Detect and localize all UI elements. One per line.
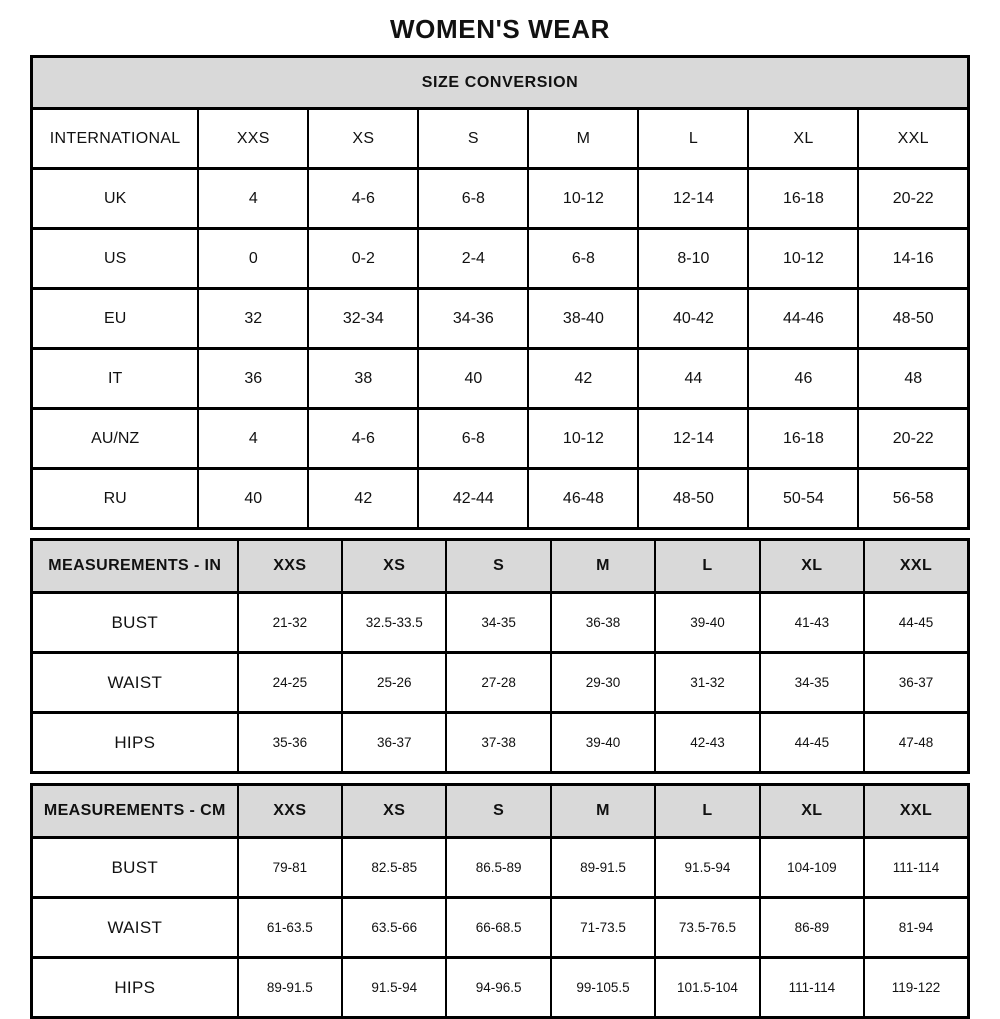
table-title: MEASUREMENTS - CM xyxy=(32,785,238,838)
cell: 14-16 xyxy=(858,229,968,289)
cell: 37-38 xyxy=(446,713,550,773)
column-header: XS xyxy=(308,109,418,169)
column-header: S xyxy=(446,540,550,593)
cell: 34-35 xyxy=(760,653,864,713)
column-header: L xyxy=(638,109,748,169)
cell: 71-73.5 xyxy=(551,898,655,958)
cell: 35-36 xyxy=(238,713,342,773)
cell: 81-94 xyxy=(864,898,968,958)
column-header: XXS xyxy=(238,785,342,838)
cell: 24-25 xyxy=(238,653,342,713)
header-row xyxy=(32,540,969,593)
cell: 44-45 xyxy=(864,593,968,653)
cell: 38-40 xyxy=(528,289,638,349)
row-label: RU xyxy=(32,469,199,529)
row-label: BUST xyxy=(32,593,238,653)
table-row xyxy=(32,958,969,1018)
row-label: INTERNATIONAL xyxy=(32,109,199,169)
cell: 46-48 xyxy=(528,469,638,529)
column-header: L xyxy=(655,785,759,838)
table-row xyxy=(32,838,969,898)
table-row xyxy=(32,898,969,958)
cell: 44-46 xyxy=(748,289,858,349)
cell: 73.5-76.5 xyxy=(655,898,759,958)
cell: 94-96.5 xyxy=(446,958,550,1018)
column-header: XXS xyxy=(198,109,308,169)
row-label: UK xyxy=(32,169,199,229)
table-row xyxy=(32,593,969,653)
column-header: XL xyxy=(748,109,858,169)
cell: 16-18 xyxy=(748,169,858,229)
cell: 42-44 xyxy=(418,469,528,529)
row-label: BUST xyxy=(32,838,238,898)
cell: 48-50 xyxy=(638,469,748,529)
cell: 44 xyxy=(638,349,748,409)
cell: 40-42 xyxy=(638,289,748,349)
cell: 101.5-104 xyxy=(655,958,759,1018)
cell: 82.5-85 xyxy=(342,838,446,898)
cell: 36-37 xyxy=(864,653,968,713)
table-row xyxy=(32,713,969,773)
cell: 10-12 xyxy=(748,229,858,289)
cell: 0 xyxy=(198,229,308,289)
cell: 50-54 xyxy=(748,469,858,529)
row-label: IT xyxy=(32,349,199,409)
cell: 38 xyxy=(308,349,418,409)
table-row xyxy=(32,653,969,713)
header-row xyxy=(32,109,969,169)
row-label: HIPS xyxy=(32,958,238,1018)
cell: 0-2 xyxy=(308,229,418,289)
table-row xyxy=(32,169,969,229)
cell: 31-32 xyxy=(655,653,759,713)
column-header: L xyxy=(655,540,759,593)
cell: 91.5-94 xyxy=(655,838,759,898)
cell: 48 xyxy=(858,349,968,409)
row-label: WAIST xyxy=(32,898,238,958)
cell: 32-34 xyxy=(308,289,418,349)
cell: 63.5-66 xyxy=(342,898,446,958)
column-header: XXL xyxy=(864,540,968,593)
header-row xyxy=(32,785,969,838)
measurements-in-table xyxy=(30,538,970,774)
cell: 56-58 xyxy=(858,469,968,529)
cell: 39-40 xyxy=(551,713,655,773)
cell: 42 xyxy=(308,469,418,529)
cell: 32 xyxy=(198,289,308,349)
cell: 4-6 xyxy=(308,409,418,469)
cell: 79-81 xyxy=(238,838,342,898)
cell: 25-26 xyxy=(342,653,446,713)
row-label: EU xyxy=(32,289,199,349)
table-row xyxy=(32,229,969,289)
column-header: S xyxy=(418,109,528,169)
cell: 16-18 xyxy=(748,409,858,469)
cell: 36 xyxy=(198,349,308,409)
column-header: XXL xyxy=(858,109,968,169)
cell: 44-45 xyxy=(760,713,864,773)
cell: 10-12 xyxy=(528,409,638,469)
cell: 111-114 xyxy=(864,838,968,898)
cell: 12-14 xyxy=(638,169,748,229)
cell: 21-32 xyxy=(238,593,342,653)
cell: 119-122 xyxy=(864,958,968,1018)
cell: 61-63.5 xyxy=(238,898,342,958)
cell: 91.5-94 xyxy=(342,958,446,1018)
column-header: XS xyxy=(342,540,446,593)
cell: 36-38 xyxy=(551,593,655,653)
cell: 4 xyxy=(198,409,308,469)
cell: 66-68.5 xyxy=(446,898,550,958)
column-header: XL xyxy=(760,540,864,593)
size-conversion-table xyxy=(30,55,970,530)
table-row xyxy=(32,409,969,469)
cell: 32.5-33.5 xyxy=(342,593,446,653)
cell: 4-6 xyxy=(308,169,418,229)
cell: 42-43 xyxy=(655,713,759,773)
cell: 36-37 xyxy=(342,713,446,773)
cell: 29-30 xyxy=(551,653,655,713)
cell: 99-105.5 xyxy=(551,958,655,1018)
table-row xyxy=(32,469,969,529)
table-title: SIZE CONVERSION xyxy=(32,57,969,109)
cell: 10-12 xyxy=(528,169,638,229)
cell: 20-22 xyxy=(858,169,968,229)
cell: 2-4 xyxy=(418,229,528,289)
cell: 20-22 xyxy=(858,409,968,469)
cell: 48-50 xyxy=(858,289,968,349)
cell: 47-48 xyxy=(864,713,968,773)
cell: 8-10 xyxy=(638,229,748,289)
cell: 40 xyxy=(198,469,308,529)
row-label: WAIST xyxy=(32,653,238,713)
cell: 4 xyxy=(198,169,308,229)
cell: 34-36 xyxy=(418,289,528,349)
measurements-cm-table xyxy=(30,783,970,1019)
cell: 6-8 xyxy=(418,169,528,229)
column-header: S xyxy=(446,785,550,838)
column-header: XL xyxy=(760,785,864,838)
row-label: US xyxy=(32,229,199,289)
table-row xyxy=(32,349,969,409)
cell: 27-28 xyxy=(446,653,550,713)
cell: 89-91.5 xyxy=(551,838,655,898)
row-label: AU/NZ xyxy=(32,409,199,469)
cell: 39-40 xyxy=(655,593,759,653)
column-header: M xyxy=(528,109,638,169)
row-label: HIPS xyxy=(32,713,238,773)
page-title: WOMEN'S WEAR xyxy=(390,14,610,44)
table-row xyxy=(32,289,969,349)
cell: 46 xyxy=(748,349,858,409)
column-header: XXS xyxy=(238,540,342,593)
table-title-row xyxy=(32,57,969,109)
cell: 89-91.5 xyxy=(238,958,342,1018)
table-title: MEASUREMENTS - IN xyxy=(32,540,238,593)
cell: 6-8 xyxy=(418,409,528,469)
cell: 104-109 xyxy=(760,838,864,898)
cell: 41-43 xyxy=(760,593,864,653)
cell: 86.5-89 xyxy=(446,838,550,898)
cell: 40 xyxy=(418,349,528,409)
cell: 34-35 xyxy=(446,593,550,653)
column-header: XS xyxy=(342,785,446,838)
cell: 12-14 xyxy=(638,409,748,469)
column-header: XXL xyxy=(864,785,968,838)
cell: 42 xyxy=(528,349,638,409)
cell: 6-8 xyxy=(528,229,638,289)
column-header: M xyxy=(551,540,655,593)
cell: 111-114 xyxy=(760,958,864,1018)
cell: 86-89 xyxy=(760,898,864,958)
column-header: M xyxy=(551,785,655,838)
